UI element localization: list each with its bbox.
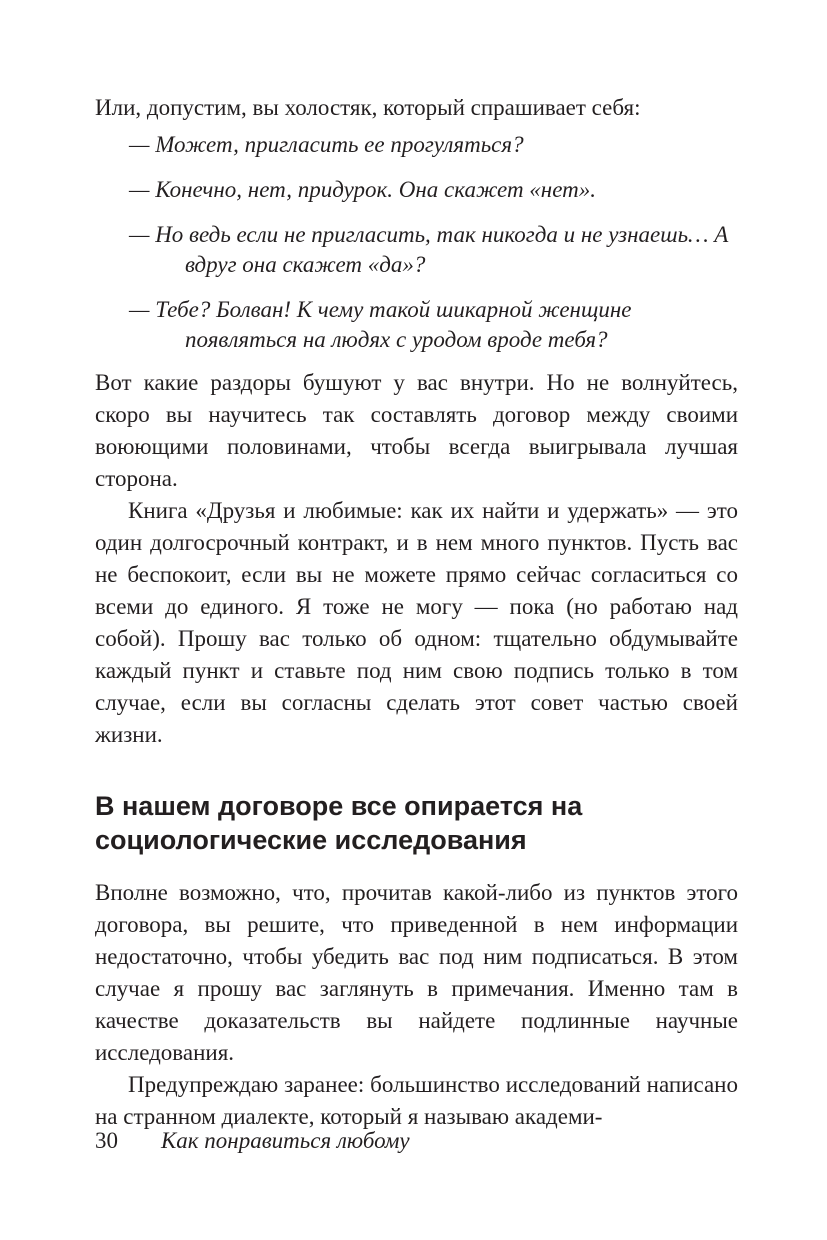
- dialog-line: — Тебе? Болван! К чему такой шикарной женщине появляться на людях с уродом вроде тебя?: [129, 297, 632, 352]
- body-paragraph: Вполне возможно, что, прочитав какой-либо из пунктов этого договора, вы решите, что приведенной в нем информации недостаточно, чтобы убедить вас под ним подписаться. В этом случае я прошу вас заглянуть в примечания. Именно там в качестве доказательств вы найдете подлинные научные исследования.: [95, 880, 738, 1065]
- intro-paragraph: Или, допустим, вы холостяк, который спрашивает себя:: [95, 95, 641, 120]
- page-body: [95, 92, 738, 1133]
- running-title: Как понравиться любому: [161, 1128, 410, 1153]
- dialog-line: — Но ведь если не пригласить, так никогда и не узнаешь… А вдруг она скажет «да»?: [129, 222, 729, 277]
- page-footer: [95, 1126, 410, 1156]
- body-paragraph: Предупреждаю заранее: большинство исследований написано на странном диалекте, который я называю академи-: [95, 1072, 738, 1129]
- dialog-line: — Может, пригласить ее прогуляться?: [129, 132, 524, 157]
- page-number: 30: [95, 1128, 118, 1153]
- dialog-line: — Конечно, нет, придурок. Она скажет «нет».: [129, 177, 596, 202]
- body-paragraph: Вот какие раздоры бушуют у вас внутри. Но не волнуйтесь, скоро вы научитесь так составлять договор между своими воюющими половинами, чтобы всегда выигрывала лучшая сторона.: [95, 370, 738, 491]
- body-paragraph: Книга «Друзья и любимые: как их найти и удержать» — это один долгосрочный контракт, и в нем много пунктов. Пусть вас не беспокоит, если вы не можете прямо сейчас согласиться со всеми до единого. Я тоже не могу — пока (но работаю над собой). Прошу вас только об одном: тщательно обдумывайте каждый пункт и ставьте под ним свою подпись только в том случае, если вы согласны сделать этот совет частью своей жизни.: [95, 498, 738, 747]
- dialog-block: [95, 130, 738, 355]
- section-heading: В нашем договоре все опирается на социологические исследования: [95, 791, 583, 855]
